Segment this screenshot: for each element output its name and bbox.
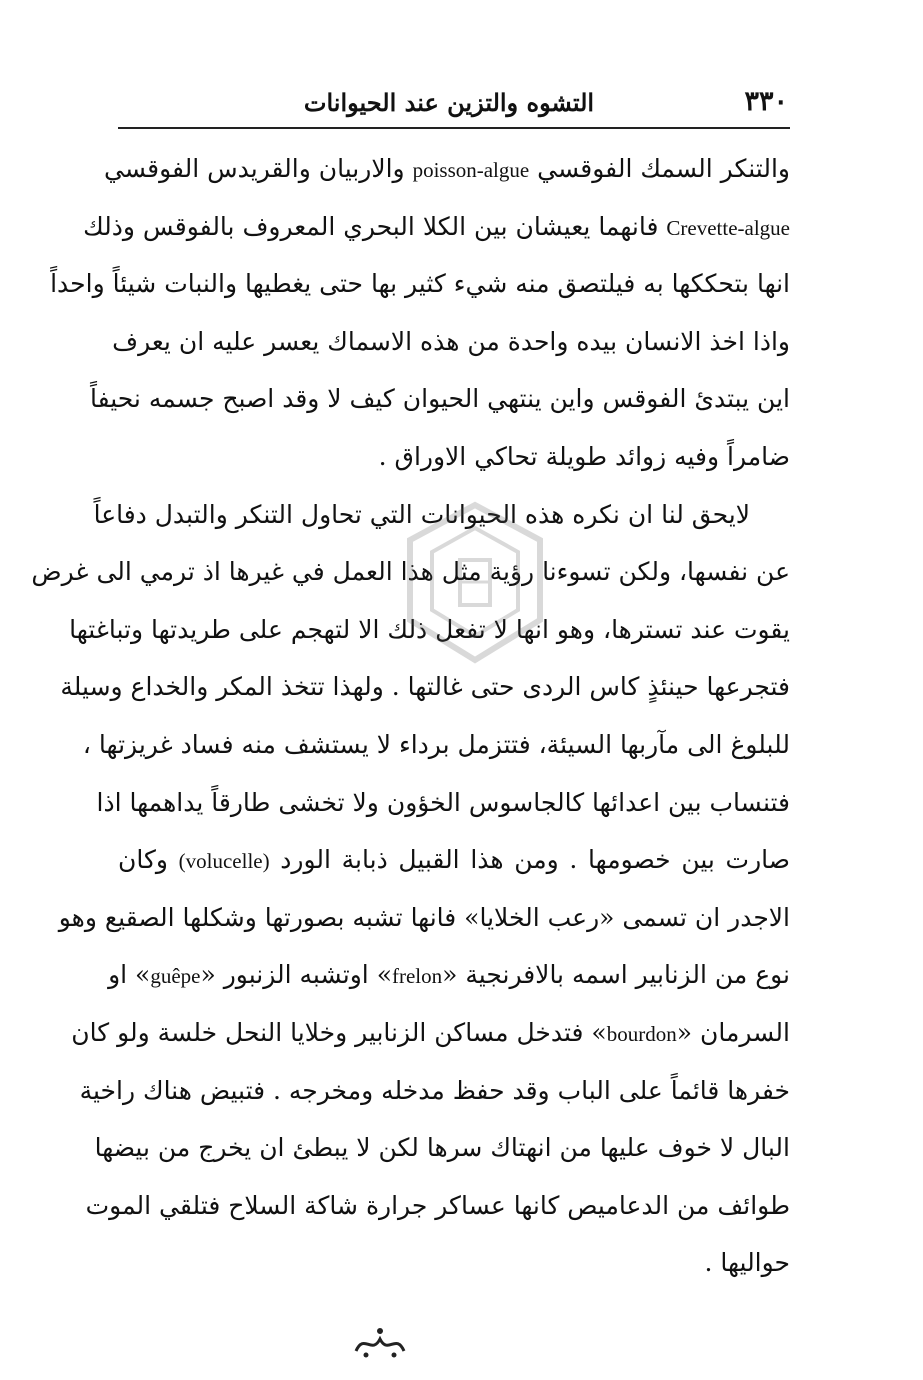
text-line: صارت بين خصومها . ومن هذا القبيل ذبابة الورد (volucelle) وكان (118, 845, 790, 875)
latin-term: guêpe (150, 964, 201, 989)
text-line: حواليها . (704, 1248, 790, 1278)
text-line: فتجرعها حينئذٍ كاس الردى حتى غالتها . ولهذا تتخذ المكر والخداع وسيلة (60, 672, 790, 702)
text-line: لايحق لنا ان نكره هذه الحيوانات التي تحاول التنكر والتبدل دفاعاً (93, 499, 750, 529)
text-line: الاجدر ان تسمى «رعب الخلايا» فانها تشبه بصورتها وشكلها الصقيع وهو (58, 902, 790, 932)
latin-term: (volucelle) (178, 849, 270, 874)
text-line: واذا اخذ الانسان بيده واحدة من هذه الاسماك يعسر عليه ان يعرف (112, 326, 790, 356)
latin-term: frelon (392, 964, 443, 989)
text-line: ضامراً وفيه زوائد طويلة تحاكي الاوراق . (378, 441, 790, 471)
running-title: التشوه والتزين عند الحيوانات (303, 88, 595, 117)
page-number: ٣٣٠ (744, 86, 788, 117)
text-line: Crevette-algue فانهما يعيشان بين الكلا البحري المعروف بالفوقس وذلك (83, 211, 790, 241)
text-line: عن نفسها، ولكن تسوءنا رؤية مثل هذا العمل في غيرها اذ ترمي الى غرض (31, 557, 790, 587)
text-line: نوع من الزنابير اسمه بالافرنجية «frelon» اوتشبه الزنبور «guêpe» او (108, 960, 790, 990)
latin-term: Crevette-algue (666, 215, 790, 240)
header-rule (118, 127, 790, 129)
text-line: والتنكر السمك الفوقسي poisson-algue والاربيان والقريدس الفوقسي (103, 154, 790, 183)
latin-term: bourdon (606, 1021, 677, 1046)
library-stamp-icon (400, 500, 550, 670)
page-header (118, 84, 790, 124)
decorative-ornament-icon (350, 1325, 410, 1361)
text-line: السرمان «bourdon» فتدخل مساكن الزنابير وخلايا النحل خلسة ولو كان (71, 1017, 790, 1047)
latin-term: poisson-algue (412, 158, 530, 182)
text-line: طوائف من الدعاميص كانها عساكر جرارة شاكة السلاح فتلقي الموت (85, 1190, 790, 1220)
text-line: فتنساب بين اعدائها كالجاسوس الخؤون ولا تخشى طارقاً يداهمها اذا (96, 787, 790, 817)
text-line: خفرها قائماً على الباب وقد حفظ مدخله ومخرجه . فتبيض هناك راخية (79, 1075, 790, 1105)
text-line: انها بتحككها به فيلتصق منه شيء كثير بها حتى يغطيها والنبات شيئاً واحداً (50, 269, 790, 299)
text-line: البال لا خوف عليها من انهتاك سرها لكن لا يبطئ ان يخرج من بيضها (94, 1133, 790, 1163)
text-line: يقوت عند تسترها، وهو انها لا تفعل ذلك الا لتهجم على طريدتها وتباغتها (69, 614, 790, 644)
text-line: اين يبتدئ الفوقس واين ينتهي الحيوان كيف لا وقد اصبح جسمه نحيفاً (89, 384, 790, 414)
text-line: للبلوغ الى مآربها السيئة، فتتزمل برداء لا يستشف منه فساد غريزتها ، (82, 729, 790, 759)
body-text (31, 140, 790, 1292)
